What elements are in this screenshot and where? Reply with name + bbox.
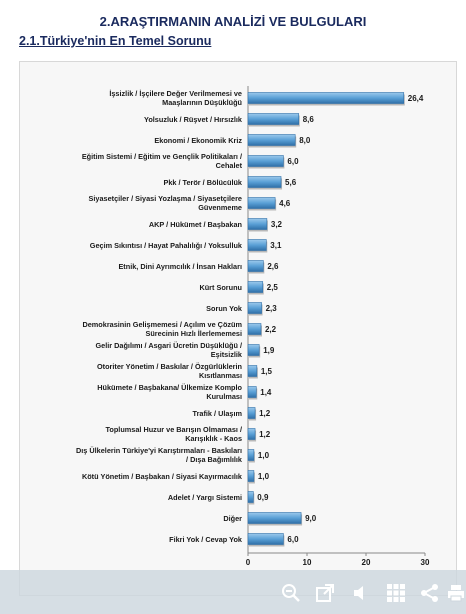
category-label: Siyasetçiler / Siyasi Yozlaşma / Siyasetçilere Güvenmeme [88,194,242,212]
value-label: 2,5 [266,283,278,292]
section-heading: 2.ARAŞTIRMANIN ANALİZİ VE BULGULARI [99,14,367,29]
bar-chart [20,62,458,597]
category-label: Trafik / Ulaşım [192,409,242,418]
category-label: Sorun Yok [206,304,242,313]
value-label: 6,0 [287,535,299,544]
value-label: 3,2 [270,220,283,229]
category-label: Yolsuzluk / Rüşvet / Hırsızlık [144,115,242,124]
bar [248,492,253,503]
category-label: Gelir Dağılımı / Asgari Ücretin Düşüklüğü / Eşitsizlik [95,341,242,359]
external-link-icon[interactable] [314,582,336,604]
bar [248,513,301,524]
bar [248,219,267,230]
bar [248,135,295,146]
value-label: 2,3 [265,304,277,313]
category-label: Etnik, Dini Ayrımcılık / İnsan Hakları [118,262,242,271]
value-label: 1,0 [257,451,270,460]
category-label: Otoriter Yönetim / Baskılar / Özgürlüklerin Kısıtlanması [96,362,242,380]
value-label: 1,4 [260,388,272,397]
category-label: İşsizlik / İşçilere Değer Verilmemesi ve Maaşlarının Düşüklüğü [109,89,242,107]
bar [248,429,255,440]
value-label: 1,5 [260,367,272,376]
category-label: Ekonomi / Ekonomik Kriz [154,136,242,145]
category-label: Hükümete / Başbakana/ Ülkemize Komplo Kurulması [97,383,242,401]
x-tick-label: 0 [245,558,251,567]
bar [248,345,259,356]
print-icon[interactable] [446,582,466,604]
volume-icon[interactable] [350,582,372,604]
x-tick-label: 10 [302,558,312,567]
value-label: 2,2 [264,325,277,334]
value-label: 8,0 [299,136,311,145]
value-label: 4,6 [279,199,291,208]
value-label: 1,0 [257,472,270,481]
category-label: Toplumsal Huzur ve Barışın Olmaması / Karışıklık - Kaos [105,425,242,443]
category-label: AKP / Hükümet / Başbakan [148,220,242,229]
value-label: 5,6 [285,178,297,187]
category-label: Diğer [223,514,242,523]
value-label: 3,1 [270,241,282,250]
bar [248,303,262,314]
zoom-out-icon[interactable] [280,582,302,604]
bar [248,156,283,167]
x-tick-label: 20 [361,558,371,567]
value-label: 1,9 [263,346,275,355]
bar [248,93,404,104]
category-label: Pkk / Terör / Bölücülük [163,178,242,187]
bar [248,198,275,209]
subsection-heading: 2.1.Türkiye'nin En Temel Sorunu [19,34,212,48]
value-label: 0,9 [257,493,269,502]
bar [248,114,299,125]
category-label: Dış Ülkelerin Türkiye'yi Karıştırmaları - Baskıları / Dışa Bağımlılık [76,446,242,464]
value-label: 1,2 [259,430,271,439]
category-label: Adelet / Yargı Sistemi [167,493,242,502]
value-label: 26,4 [407,94,424,103]
bar [248,177,281,188]
category-label: Kürt Sorunu [199,283,242,292]
share-icon[interactable] [419,582,441,604]
viewer-toolbar [0,570,466,614]
value-label: 9,0 [305,514,317,523]
bar [248,450,254,461]
category-label: Demokrasinin Gelişmemesi / Açılım ve Çözüm Sürecinin Hızlı İlerlememesi [82,320,242,338]
bar [248,387,256,398]
value-label: 8,6 [302,115,314,124]
x-tick-label: 30 [420,558,430,567]
bar [248,324,261,335]
bar [248,240,266,251]
category-label: Kötü Yönetim / Başbakan / Siyasi Kayırmacılık [81,472,242,481]
value-label: 6,0 [287,157,299,166]
category-label: Geçim Sıkıntısı / Hayat Pahalılığı / Yoksulluk [89,241,242,250]
category-label: Eğitim Sistemi / Eğitim ve Gençlik Politikaları / Cehalet [81,152,242,170]
bar [248,261,263,272]
bar [248,366,257,377]
grid-view-icon[interactable] [385,582,407,604]
category-label: Fikri Yok / Cevap Yok [169,535,242,544]
bar [248,282,263,293]
bar [248,408,255,419]
chart-frame [19,61,457,596]
value-label: 2,6 [267,262,279,271]
bar [248,471,254,482]
bar [248,534,283,545]
value-label: 1,2 [259,409,271,418]
